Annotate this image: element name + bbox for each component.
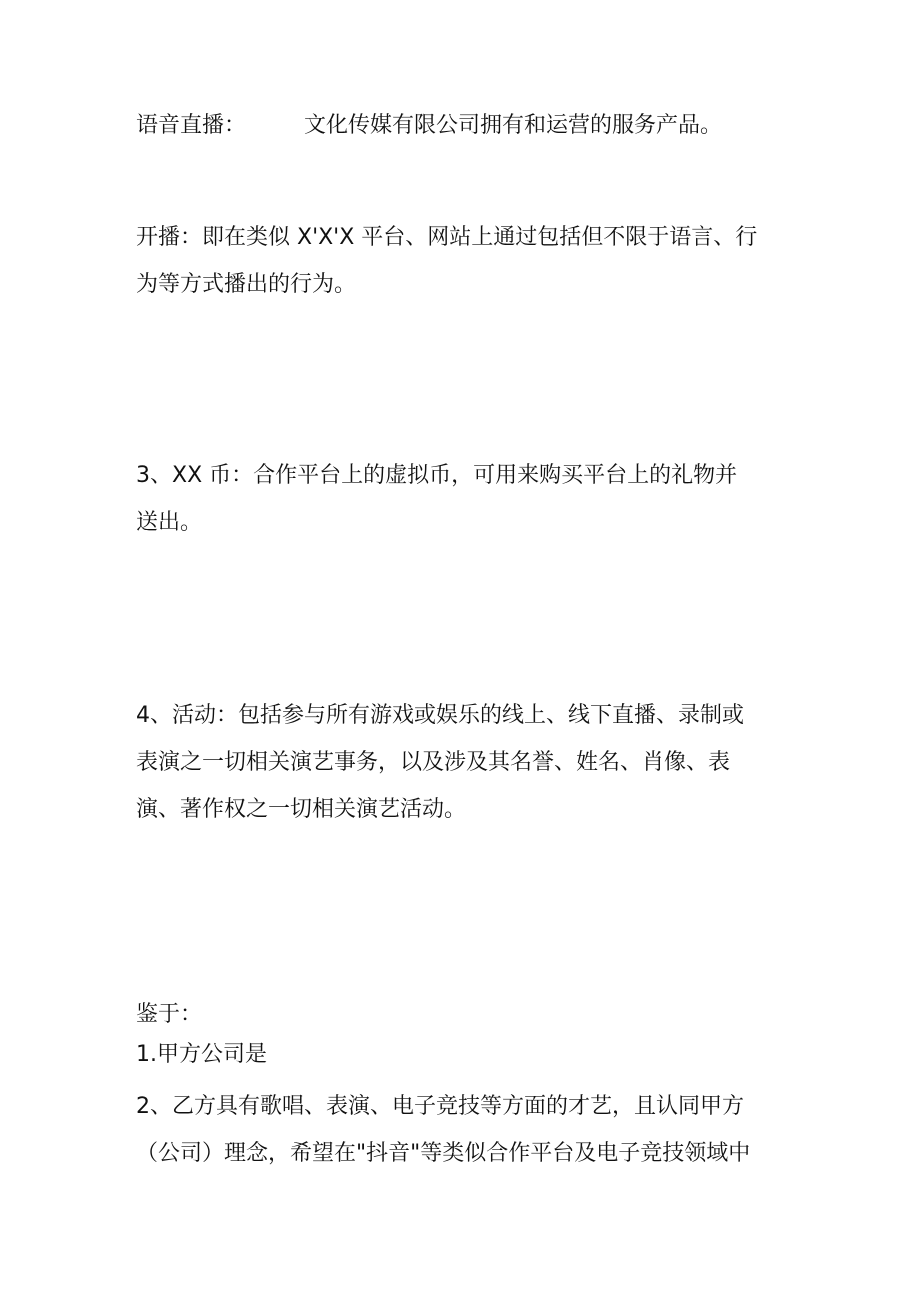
paragraph-activity: [136, 692, 796, 833]
text-line: 1.甲方公司是: [136, 1042, 267, 1067]
paragraph-whereas-heading: [136, 995, 796, 1075]
text-line: 表演之一切相关演艺事务，以及涉及其名誉、姓名、肖像、表: [136, 750, 731, 775]
text-line: （公司）理念，希望在"抖音"等类似合作平台及电子竞技领域中: [136, 1141, 751, 1166]
term-voice-live: 语音直播：: [136, 113, 247, 138]
paragraph-broadcast: [136, 214, 796, 308]
text-line: 2、乙方具有歌唱、表演、电子竞技等方面的才艺，且认同甲方: [136, 1094, 744, 1119]
paragraph-voice-live: [136, 102, 796, 149]
text-line: 为等方式播出的行为。: [136, 272, 357, 297]
text-line: 开播：即在类似 X'X'X 平台、网站上通过包括但不限于语言、行: [136, 225, 758, 250]
paragraph-whereas-body: [136, 1083, 796, 1177]
paragraph-coins: [136, 452, 796, 546]
definition-voice-live: 文化传媒有限公司拥有和运营的服务产品。: [304, 113, 723, 138]
text-line: 送出。: [136, 510, 203, 535]
text-line: [136, 102, 796, 149]
text-line: 演、著作权之一切相关演艺活动。: [136, 797, 467, 822]
text-line: 3、XX 币：合作平台上的虚拟币，可用来购买平台上的礼物并: [136, 463, 738, 488]
text-line: 鉴于：: [136, 1002, 203, 1027]
text-line: 4、活动：包括参与所有游戏或娱乐的线上、线下直播、录制或: [136, 703, 744, 728]
